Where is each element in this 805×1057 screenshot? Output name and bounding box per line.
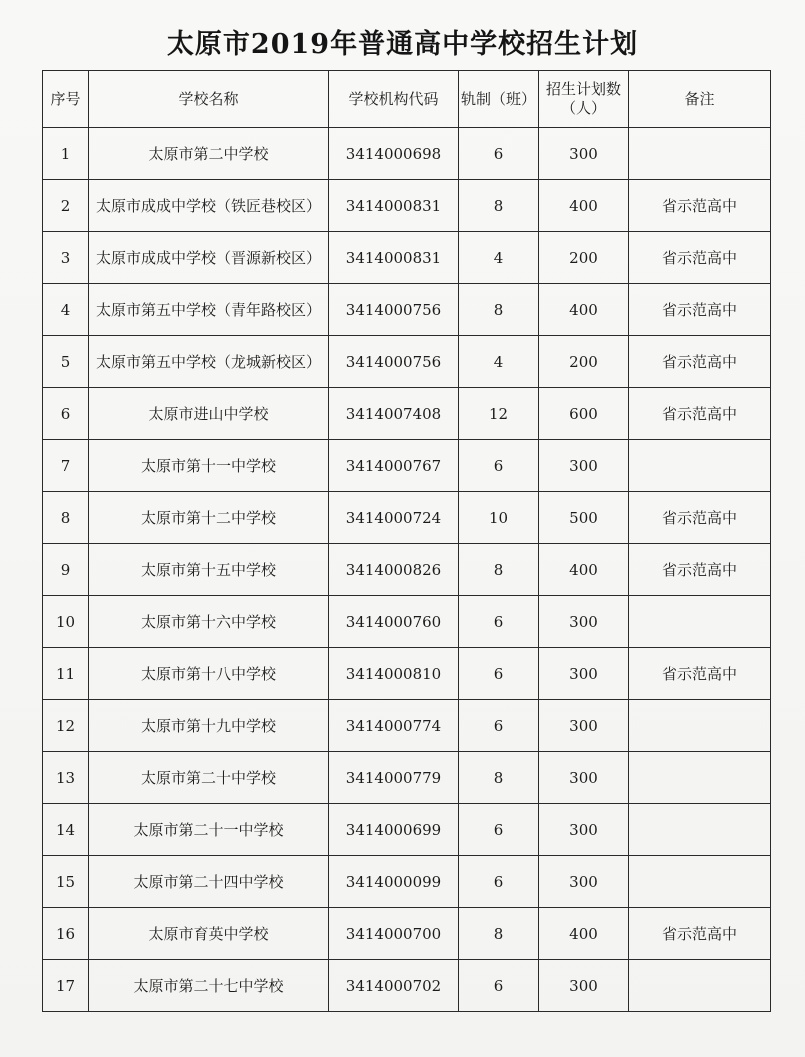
cell-index: 5: [43, 336, 89, 388]
cell-school-name: 太原市第十六中学校: [89, 596, 329, 648]
cell-index: 9: [43, 544, 89, 596]
cell-index: 8: [43, 492, 89, 544]
enrollment-plan-table: [42, 70, 771, 1012]
cell-track: 8: [459, 544, 539, 596]
page-title: 太原市2019年普通高中学校招生计划: [166, 29, 639, 60]
cell-plan-count: 300: [539, 596, 629, 648]
cell-note: 省示范高中: [629, 492, 771, 544]
cell-index: 16: [43, 908, 89, 960]
cell-track: 10: [459, 492, 539, 544]
cell-note: [629, 960, 771, 1012]
table-body: [43, 128, 771, 1012]
table-row: [43, 232, 771, 284]
cell-school-name: 太原市第十九中学校: [89, 700, 329, 752]
table-row: [43, 336, 771, 388]
cell-school-code: 3414000831: [329, 180, 459, 232]
cell-note: 省示范高中: [629, 180, 771, 232]
cell-school-code: 3414000826: [329, 544, 459, 596]
table-row: [43, 908, 771, 960]
cell-school-name: 太原市第二中学校: [89, 128, 329, 180]
cell-school-name: 太原市第十二中学校: [89, 492, 329, 544]
cell-index: 6: [43, 388, 89, 440]
cell-note: [629, 440, 771, 492]
cell-index: 2: [43, 180, 89, 232]
cell-track: 6: [459, 440, 539, 492]
cell-index: 1: [43, 128, 89, 180]
cell-index: 15: [43, 856, 89, 908]
cell-school-name: 太原市育英中学校: [89, 908, 329, 960]
cell-school-code: 3414000699: [329, 804, 459, 856]
cell-plan-count: 600: [539, 388, 629, 440]
cell-note: [629, 804, 771, 856]
header-index: 序号: [43, 71, 89, 128]
header-note: 备注: [629, 71, 771, 128]
cell-school-name: 太原市成成中学校（晋源新校区）: [89, 232, 329, 284]
cell-school-name: 太原市第十一中学校: [89, 440, 329, 492]
cell-index: 13: [43, 752, 89, 804]
table-row: [43, 284, 771, 336]
cell-track: 4: [459, 232, 539, 284]
cell-track: 12: [459, 388, 539, 440]
cell-plan-count: 300: [539, 128, 629, 180]
table-row: [43, 180, 771, 232]
cell-note: 省示范高中: [629, 388, 771, 440]
cell-index: 3: [43, 232, 89, 284]
header-school-name: 学校名称: [89, 71, 329, 128]
cell-track: 8: [459, 908, 539, 960]
cell-plan-count: 300: [539, 648, 629, 700]
table-row: [43, 804, 771, 856]
cell-note: [629, 752, 771, 804]
cell-school-code: 3414000779: [329, 752, 459, 804]
cell-school-code: 3414000760: [329, 596, 459, 648]
cell-school-code: 3414000702: [329, 960, 459, 1012]
cell-school-code: 3414000724: [329, 492, 459, 544]
cell-school-name: 太原市第二十中学校: [89, 752, 329, 804]
cell-plan-count: 400: [539, 908, 629, 960]
cell-plan-count: 300: [539, 700, 629, 752]
cell-school-code: 3414000831: [329, 232, 459, 284]
cell-index: 10: [43, 596, 89, 648]
cell-school-code: 3414000700: [329, 908, 459, 960]
cell-plan-count: 300: [539, 752, 629, 804]
cell-school-name: 太原市第二十七中学校: [89, 960, 329, 1012]
cell-school-name: 太原市成成中学校（铁匠巷校区）: [89, 180, 329, 232]
cell-plan-count: 300: [539, 440, 629, 492]
cell-track: 4: [459, 336, 539, 388]
cell-index: 17: [43, 960, 89, 1012]
header-track: 轨制（班）: [459, 71, 539, 128]
cell-plan-count: 200: [539, 232, 629, 284]
table-row: [43, 596, 771, 648]
cell-plan-count: 400: [539, 180, 629, 232]
cell-index: 11: [43, 648, 89, 700]
cell-note: 省示范高中: [629, 284, 771, 336]
table-row: [43, 544, 771, 596]
cell-track: 6: [459, 960, 539, 1012]
cell-school-name: 太原市进山中学校: [89, 388, 329, 440]
table-row: [43, 856, 771, 908]
table-row: [43, 388, 771, 440]
cell-school-code: 3414000810: [329, 648, 459, 700]
cell-index: 12: [43, 700, 89, 752]
table-header-row: [43, 71, 771, 128]
cell-plan-count: 300: [539, 856, 629, 908]
cell-note: [629, 596, 771, 648]
cell-plan-count: 300: [539, 804, 629, 856]
cell-track: 8: [459, 752, 539, 804]
cell-plan-count: 400: [539, 544, 629, 596]
table-row: [43, 648, 771, 700]
table-row: [43, 492, 771, 544]
cell-note: [629, 700, 771, 752]
cell-school-name: 太原市第十八中学校: [89, 648, 329, 700]
cell-track: 8: [459, 180, 539, 232]
cell-note: [629, 856, 771, 908]
cell-track: 6: [459, 128, 539, 180]
cell-school-name: 太原市第五中学校（龙城新校区）: [89, 336, 329, 388]
cell-note: 省示范高中: [629, 648, 771, 700]
cell-school-name: 太原市第二十四中学校: [89, 856, 329, 908]
cell-track: 6: [459, 596, 539, 648]
table-row: [43, 960, 771, 1012]
cell-track: 6: [459, 856, 539, 908]
cell-plan-count: 300: [539, 960, 629, 1012]
cell-school-code: 3414000767: [329, 440, 459, 492]
table-row: [43, 128, 771, 180]
table-row: [43, 752, 771, 804]
header-plan-count: 招生计划数（人）: [539, 71, 629, 128]
cell-school-code: 3414000756: [329, 336, 459, 388]
table-row: [43, 700, 771, 752]
cell-note: 省示范高中: [629, 544, 771, 596]
table-row: [43, 440, 771, 492]
cell-track: 6: [459, 804, 539, 856]
cell-plan-count: 500: [539, 492, 629, 544]
cell-school-code: 3414000756: [329, 284, 459, 336]
cell-index: 4: [43, 284, 89, 336]
cell-school-code: 3414007408: [329, 388, 459, 440]
header-school-code: 学校机构代码: [329, 71, 459, 128]
cell-note: [629, 128, 771, 180]
cell-index: 14: [43, 804, 89, 856]
cell-school-code: 3414000099: [329, 856, 459, 908]
cell-school-name: 太原市第二十一中学校: [89, 804, 329, 856]
cell-track: 6: [459, 648, 539, 700]
cell-note: 省示范高中: [629, 232, 771, 284]
cell-track: 6: [459, 700, 539, 752]
cell-plan-count: 400: [539, 284, 629, 336]
cell-school-name: 太原市第十五中学校: [89, 544, 329, 596]
cell-school-name: 太原市第五中学校（青年路校区）: [89, 284, 329, 336]
cell-school-code: 3414000774: [329, 700, 459, 752]
cell-index: 7: [43, 440, 89, 492]
cell-note: 省示范高中: [629, 336, 771, 388]
cell-plan-count: 200: [539, 336, 629, 388]
cell-track: 8: [459, 284, 539, 336]
cell-note: 省示范高中: [629, 908, 771, 960]
cell-school-code: 3414000698: [329, 128, 459, 180]
